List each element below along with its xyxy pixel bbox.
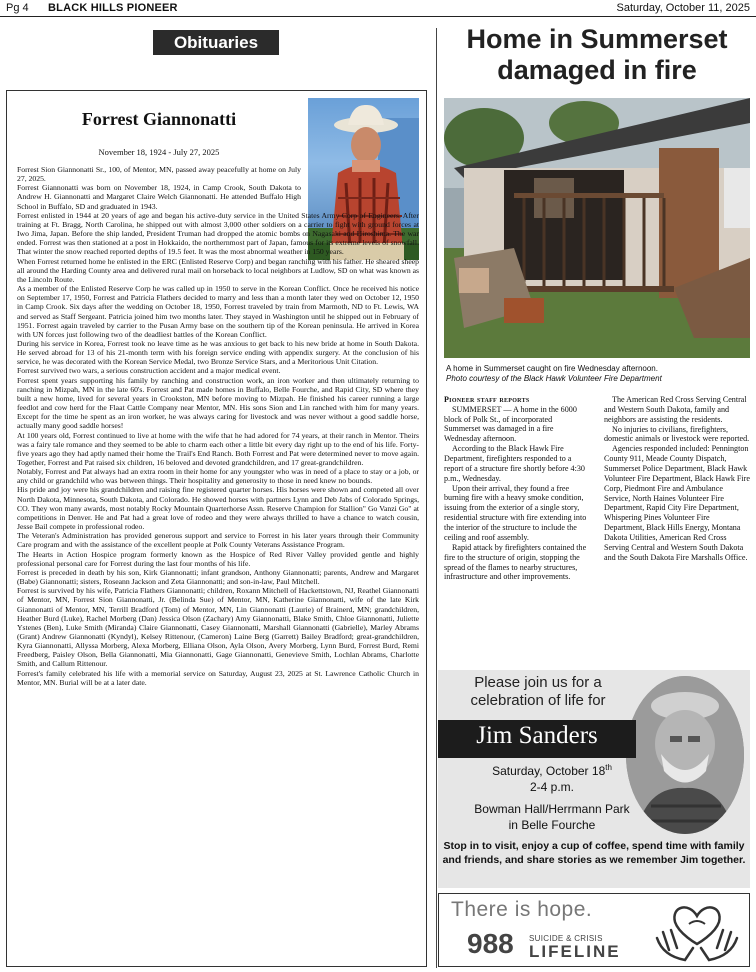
obituary-paragraph: Notably, Forrest and Pat always had an extra room in their home for any youngster who was in need of a place to stay or a job, or any child or grandchild who was between things. Their hospitality and generosity to those in need knew no bounds.: [17, 467, 419, 486]
story-column-2: [604, 395, 750, 582]
ad-honoree-name: Jim Sanders: [476, 722, 598, 749]
column-divider: [436, 28, 437, 968]
lifeline-number: 988: [467, 928, 514, 959]
story-paragraph: Rapid attack by firefighters contained the fire to the structure of origin, stopping the spread of the flames to nearby structures, infrastructure and other improvements.: [444, 542, 587, 582]
story-paragraph: According to the Black Hawk Fire Department, firefighters responded to a report of a structure fire shortly before 4:30 p.m., Wednesday.: [444, 444, 585, 483]
obituary-paragraph: His pride and joy were his grandchildren and raising fine registered quarter horses. His horses were shown and competed all over North Dakota, Minnesota, South Dakota, and Colorado. He showed horses with partners Lynn and Deb Jabs of Colorado Springs, CO. They won many awards, most notably Rocky Mountain Quarterhorse Assn. Reserve Champion for Stallion" Go Vanzi Go" at competitions in Denver. He and Pat had a great love of rodeo and they were always thrilled to have a chance to watch cousin, Jesse Bail compete in professional rodeo.: [17, 485, 419, 532]
story-paragraph: The American Red Cross Serving Central and Western South Dakota, family and neighbors are assisting the residents.: [604, 395, 747, 424]
ad-event-date: [438, 763, 666, 795]
section-label: Obituaries: [153, 30, 279, 55]
obituary-dates: November 18, 1924 - July 27, 2025: [98, 147, 220, 157]
hands-heart-icon: [649, 898, 745, 964]
ad-place-line: Bowman Hall/Herrmann Park: [474, 802, 630, 816]
obituary-paragraph: At 100 years old, Forrest continued to live at home with the wife that he had adored for 74 years, at their ranch in Mentor. Theirs was a fairy tale romance and they seemed to be able to charm each other a little bit every day right up to the end of his life. Forty-five years ago they had aptly named their home the Trail's End Ranch. Both Forrest and Pat were determined never to move again. Together, Forrest and Pat raised six children, 16 beloved and devoted grandchildren, and 17 great-grandchildren.: [17, 430, 419, 467]
story-paragraph: Upon their arrival, they found a free burning fire with a heavy smoke condition, issuing from the exterior of a single story, residential structure with fire extending into the interior of the structure to include the ceiling and roof assembly.: [444, 483, 587, 542]
obituary-paragraph: Forrest survived two wars, a serious construction accident and a major medical event.: [17, 366, 281, 376]
obituary-paragraph: As a member of the Enlisted Reserve Corp he was called up in 1950 to serve in the Korean Conflict. Once he received his notice on September 17, 1950, Forrest and Patricia Flathers decided to marry and less than a month later they wed on October 12, 1950 in Camp Crook. Six days after the wedding on October 18, 1950, Forrest traveled by train from Marmoth, ND to Ft. Lewis, WA and served as Staff Sergeant. Patricia joined him two months later. They stayed in Washington until he shipped out in February of 1951. Forrest again traveled by carrier to the Pusan Army base on the southern tip of the Korean peninsula. He arrived in Korea with UN forces just following two of the deadliest battles of the Korean Conflict.: [17, 284, 419, 339]
celebration-ad: [438, 670, 750, 888]
obituary-paragraph: Forrest Sion Giannonatti Sr., 100, of Mentor, MN, passed away peacefully at home on July 27, 2025.: [17, 165, 301, 184]
ad-date-text: Saturday, October 18: [492, 764, 606, 778]
story-headline: Home in Summerset damaged in fire: [466, 24, 728, 86]
lifeline-ad: [438, 893, 750, 967]
story-byline: Pioneer staff reports: [444, 395, 530, 404]
obituary-paragraph: The Veteran's Administration has provided generous support and service to Forrest in his later years through their Community Care program and with the assistance of the excellent people at Polk County Veterans Assistance Program.: [17, 531, 419, 550]
issue-date: Saturday, October 11, 2025: [616, 2, 750, 14]
obituary-paragraph: Forrest is survived by his wife, Patricia Flathers Giannonatti; children, Roxann Mitchell of Hackettstown, NJ, Reathel Giannonatti of Mentor, MN, Forrest Sion Giannonatti, Jr. (Belinda Sue) of Mentor, MN, Katherine Giannonatti, wife of the late Kirk Giannonatti of Mentor, MN, Terrill Bradford (Tom) of Mentor, MN, Lin Giannonatti (Laurie) of Brainerd, MN; grandchildren, Heather Burd (Luke), Rachel Morberg (Dan) Jessica Olson (Zachary) Amy Giannonatti, Blake Smith, Chloe Giannonatti, Juliette Ystenes (Ben), Luke Smith (Miranda) Claire Giannonatti, Casey Giannonatti, Marshall Giannonatti (Gabrielle), Marley Abrams (Grant) Andrew Giannonatti (Kyndyl), Kelsey Rittenour, (Cameron) Laine Berg (Garrett) Bailey Bradford; great-grandchildren, Kyra Giannonatti, Allyssa Morberg, Alexa Morberg, Elliana Olson, Ayla Olson, Avery Morberg, Lynn Burd, Forrest Burd, Remi Freedberg, Paisley Olson, Bella Giannonatti, Mia Giannonatti, Gage Giannonatti, Genevieve Smith, Lochlan Abrams, Charlotte Smith, and Callum Rittenour.: [17, 586, 419, 669]
obituary-paragraph: When Forrest returned home he enlisted in the ERC (Enlisted Reserve Corp) and began ranching with his father. He sheared sheep all around the Harding County area and delivered rural mail on horseback to local neighbors at Ludlow, SD on what was known as the Lincoln Route.: [17, 256, 419, 284]
story-paragraph: Agencies responded included: Pennington County 911, Meade County Dispatch, Summerset Police Department, Black Hawk Volunteer Fire Department, Black Hawk Fire Corp, Piedmont Fire and Ambulance Service, North Haines Volunteer Fire Department, Rapid City Fire Department, Whispering Pines Volunteer Fire Department, Black Hills Energy, Montana Dakota Utilities, American Red Cross Serving Central and Western South Dakota and the South Dakota Fire Marshalls Office.: [604, 444, 750, 562]
ad-event-time: 2-4 p.m.: [529, 779, 574, 794]
obituary-text: [17, 165, 419, 687]
newspaper-name: BLACK HILLS PIONEER: [48, 2, 178, 14]
story-body: [444, 395, 750, 582]
obituary-paragraph: Forrest's family celebrated his life with a memorial service on Saturday, August 23, 2025 at St. Lawrence Catholic Church in Mentor, MN. Burial will be at a later date.: [17, 668, 419, 687]
ad-place-line: in Belle Fourche: [508, 817, 596, 832]
lifeline-title: LIFELINE: [529, 942, 621, 961]
caption-text: A home in Summerset caught on fire Wednesday afternoon.: [446, 364, 658, 373]
ad-event-location: [438, 802, 666, 833]
ad-invite-line: celebration of life for: [470, 692, 606, 709]
photo-caption: [446, 364, 752, 385]
obituary-paragraph: Forrest is preceded in death by his son, Kirk Giannonatti; infant grandson, Anthony Giannonatti; parents, Andrew and Margaret (Babe) Giannonatti; sisters, Roseann Jackson and Zeta Giannonatti; and son-in-law, Paul Mitchell.: [17, 567, 419, 587]
story-column-1: [444, 395, 590, 582]
page-header: [0, 0, 756, 18]
obituary-paragraph: Forrest Giannonatti was born on November 18, 1924, in Camp Crook, South Dakota to Andrew H. Giannonatti and Margaret Claire Welch Giannonatti. He attended Buffalo High School in Buffalo, SD and graduated in 1943.: [17, 183, 301, 211]
ad-invite-line: Please join us for a: [474, 674, 602, 691]
story-paragraph: SUMMERSET — A home in the 6000 block of Polk St., of incorporated Summerset was damaged in a fire Wednesday afternoon.: [444, 404, 577, 444]
burned-house-image: [444, 98, 750, 358]
ad-date-suffix: th: [605, 763, 612, 772]
obituary-paragraph: During his service in Korea, Forrest took no leave time as he was anxious to get back to his new bride at home in South Dakota. He served abroad for 13 of his 21-month term with his foreign service ending with appendix surgery. At the conclusion of his service, he was decorated with the Korean Service Medal, two Bronze Service Stars, and a Meritorious Unit Citation.: [17, 338, 419, 367]
house-fire-photo: [444, 98, 750, 358]
obituary-paragraph: The Hearts in Action Hospice program formerly known as the Hospice of Red River Valley provided gentle and highly professional personal care for Forrest during the last four months of his life.: [17, 549, 419, 568]
page-number: Pg 4: [6, 2, 29, 14]
obituary-box: [6, 90, 427, 967]
obituary-paragraph: Forrest enlisted in 1944 at 20 years of age and began his active-duty service in the United States Army Corp of Engineers. After training at Ft. Bragg, North Carolina, he shipped out with almost 3,000 other soldiers on a carrier to fight with ground forces at Iwo Jima, Japan. Before the ship landed, President Truman had dropped the atomic bombs on Nagasaki and Hiroshima. The war ended. Forrest was then stationed at a post in Hokkaido, the northernmost part of Japan, famous for its extreme levels of snowfall. That winter the snow reached reported depths of 19.5 feet. It was the most abnormal weather in 150 years.: [17, 210, 419, 257]
lifeline-subtitle: SUICIDE & CRISIS: [529, 934, 603, 943]
header-rule: [0, 16, 756, 17]
story-paragraph: No injuries to civilians, firefighters, domestic animals or livestock were reported.: [604, 424, 750, 444]
ad-invitation: [438, 674, 638, 710]
lifeline-hope-text: There is hope.: [451, 898, 593, 921]
obituary-paragraph: Forrest spent years supporting his family by ranching and construction work, an iron worker and then ultimately returning to ranching in Mizpah, MN in the late 60's. Forrest and Pat made homes in Buffalo, Belle Fourche, and Rapid City, SD where they built a new home, lived for several years in Crookston, MN before moving to Mizpah. He finished his career running a large feedlot and cow herd for the Flaat Cattle Company near Mentor, MN. His sons Sion and Lin ranched with him for many years. Except for the time he spent as an iron worker, he was always caring for livestock and was never without a good saddle horse, actually many good saddle horses!: [17, 375, 419, 431]
photo-credit: Photo courtesy of the Black Hawk Volunteer Fire Department: [446, 374, 662, 384]
ad-invite-text: Stop in to visit, enjoy a cup of coffee, spend time with family and friends, and share stories as we remember Jim together.: [442, 840, 746, 866]
obituary-name: Forrest Giannonatti: [81, 109, 237, 129]
